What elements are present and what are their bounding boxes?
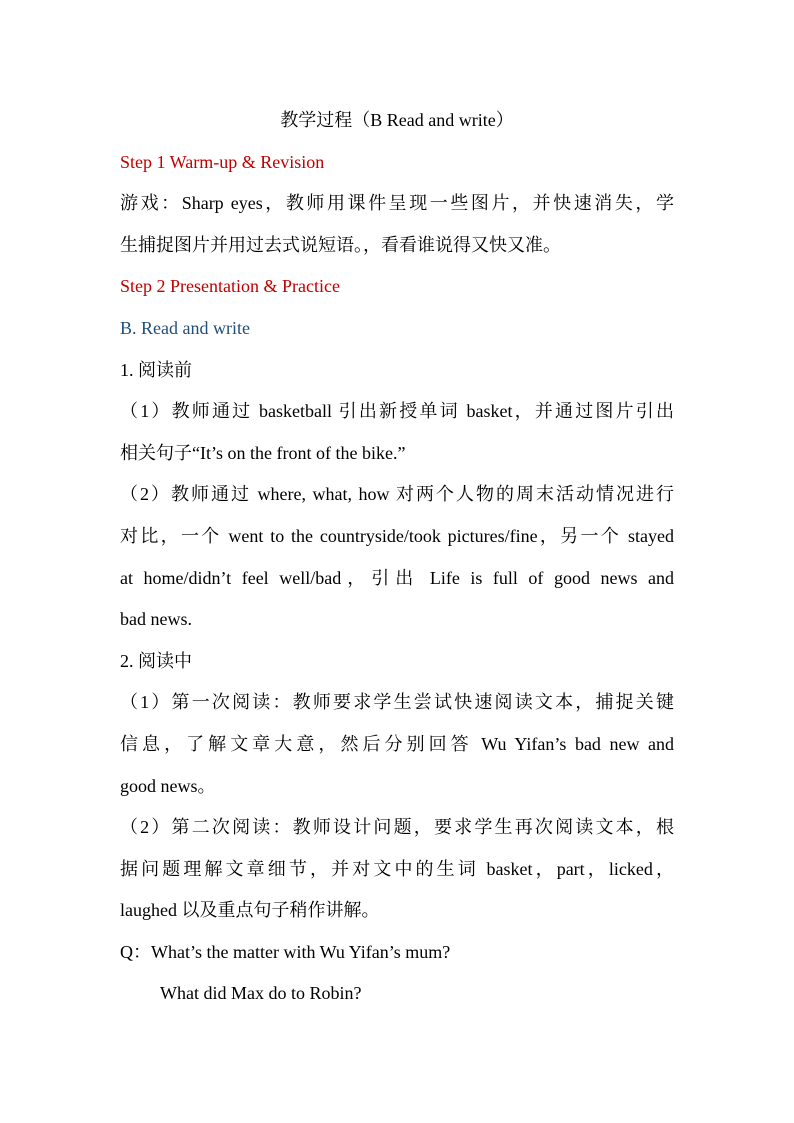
step1-paragraph-line-2: 生捕捉图片并用过去式说短语。，看看谁说得又快又准。 xyxy=(120,234,561,255)
step1-heading: Step 1 Warm-up & Revision xyxy=(120,151,325,172)
page-title: 教学过程（B Read and write） xyxy=(280,110,514,130)
pre-reading-item1-line-1: （1）教师通过 basketball 引出新授单词 basket，并通过图片引出 xyxy=(120,401,674,422)
pre-reading-item2-line-4: bad news. xyxy=(120,609,192,630)
section-b-heading: B. Read and write xyxy=(120,317,250,338)
pre-reading-item2-line-3: at home/didn’t feel well/bad，引出 Life is full of good news and xyxy=(120,567,674,588)
pre-reading-item2-line-1: （2）教师通过 where, what, how 对两个人物的周末活动情况进行 xyxy=(120,484,674,505)
question-2: What did Max do to Robin? xyxy=(160,983,362,1004)
while-reading-item2-line-3: laughed 以及重点句子稍作讲解。 xyxy=(120,900,380,921)
pre-reading-item2-line-2: 对比，一个 went to the countryside/took pictures/fine，另一个 stayed xyxy=(120,525,674,546)
step2-heading: Step 2 Presentation & Practice xyxy=(120,276,340,297)
document-body xyxy=(120,100,674,1015)
while-reading-item2-line-1: （2）第二次阅读：教师设计问题，要求学生再次阅读文本，根 xyxy=(120,817,674,838)
question-1: Q：What’s the matter with Wu Yifan’s mum? xyxy=(120,941,451,962)
while-reading-item1-line-2: 信息，了解文章大意，然后分别回答 Wu Yifan’s bad new and xyxy=(120,733,674,754)
while-reading-heading: 2. 阅读中 xyxy=(120,650,192,671)
while-reading-item1-line-1: （1）第一次阅读：教师要求学生尝试快速阅读文本，捕捉关键 xyxy=(120,692,674,713)
while-reading-item2-line-2: 据问题理解文章细节，并对文中的生词 basket，part，licked， xyxy=(120,858,674,879)
pre-reading-item1-line-2: 相关句子“It’s on the front of the bike.” xyxy=(120,442,406,463)
step1-paragraph-line-1: 游戏：Sharp eyes，教师用课件呈现一些图片，并快速消失，学 xyxy=(120,193,674,214)
pre-reading-heading: 1. 阅读前 xyxy=(120,359,192,380)
while-reading-item1-line-3: good news。 xyxy=(120,775,216,796)
